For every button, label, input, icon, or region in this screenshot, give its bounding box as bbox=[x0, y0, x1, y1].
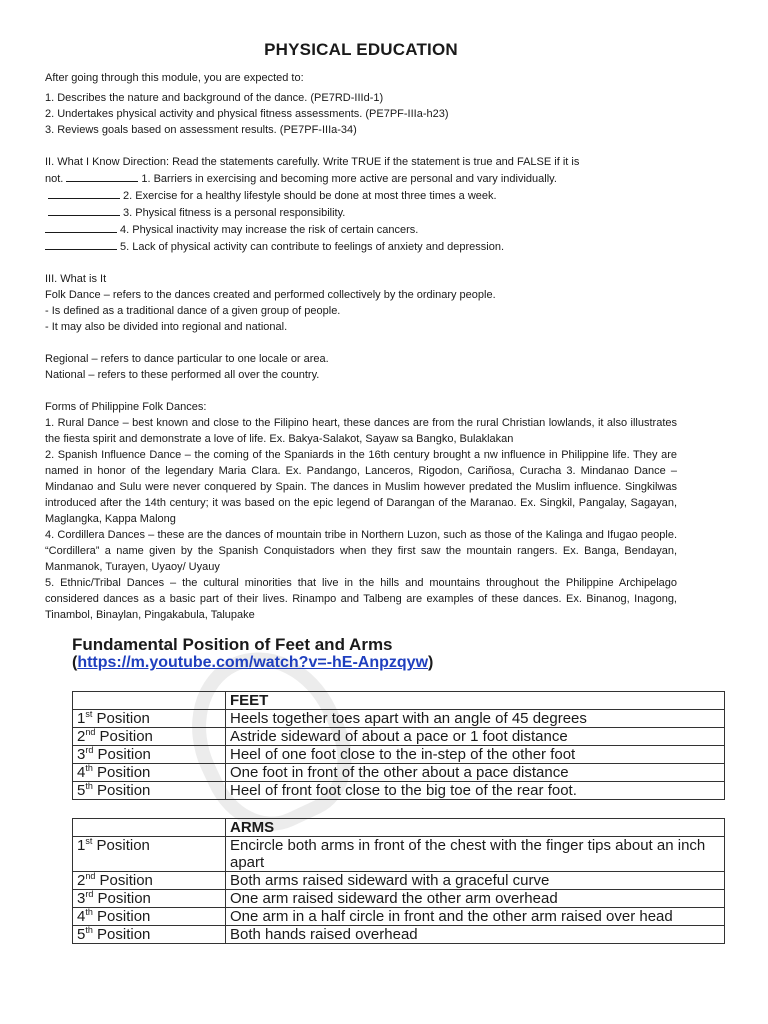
definition-line: - Is defined as a traditional dance of a given group of people. bbox=[45, 305, 341, 317]
answer-blank[interactable] bbox=[48, 187, 120, 199]
position-desc: One arm raised sideward the other arm overhead bbox=[226, 890, 725, 908]
quiz-item: 5. Lack of physical activity can contribute to feelings of anxiety and depression. bbox=[45, 238, 677, 255]
table-row bbox=[73, 890, 725, 908]
regional-definition: Regional – refers to dance particular to one locale or area. bbox=[45, 353, 329, 365]
fundamental-title: Fundamental Position of Feet and Arms bbox=[72, 635, 393, 654]
position-label: 3rd Position bbox=[73, 890, 226, 908]
forms-heading: Forms of Philippine Folk Dances: bbox=[45, 401, 207, 413]
feet-header: FEET bbox=[226, 692, 725, 710]
intro-text: After going through this module, you are expected to: bbox=[45, 72, 304, 84]
position-desc: Both arms raised sideward with a graceful curve bbox=[226, 872, 725, 890]
position-desc: Astride sideward of about a pace or 1 foot distance bbox=[226, 728, 725, 746]
section-heading: III. What is It bbox=[45, 273, 107, 285]
position-desc: Both hands raised overhead bbox=[226, 926, 725, 944]
module-page bbox=[45, 40, 677, 623]
position-label: 4th Position bbox=[73, 764, 226, 782]
table-row bbox=[73, 764, 725, 782]
feet-positions-table bbox=[72, 691, 725, 800]
definition-line: - It may also be divided into regional and national. bbox=[45, 321, 288, 333]
position-desc: Heel of front foot close to the big toe of the rear foot. bbox=[226, 782, 725, 800]
video-link[interactable]: https://m.youtube.com/watch?v=-hE-Anpzqyw bbox=[77, 654, 429, 671]
quiz-item: 4. Physical inactivity may increase the risk of certain cancers. bbox=[45, 221, 677, 238]
table-header-row bbox=[73, 692, 725, 710]
page-title: PHYSICAL EDUCATION bbox=[264, 40, 458, 59]
form-paragraph: 4. Cordillera Dances – these are the dances of mountain tribe in Northern Luzon, such as those of the Kalinga and Ifugao people. “Cordillera” a name given by the Spanish Conquistadors when they first saw the mountain rangers. Ex. Banga, Bendayan, Manmanok, Turayen, Uyaoy/ Uyauy bbox=[45, 529, 677, 573]
national-definition: National – refers to these performed all over the country. bbox=[45, 369, 320, 381]
position-desc: One arm in a half circle in front and the other arm raised over head bbox=[226, 908, 725, 926]
answer-blank[interactable] bbox=[66, 170, 138, 182]
quiz-item: not. 1. Barriers in exercising and becoming more active are personal and vary individually. bbox=[45, 170, 677, 187]
position-label: 3rd Position bbox=[73, 746, 226, 764]
objective-item: 2. Undertakes physical activity and physical fitness assessments. (PE7PF-IIIa-h23) bbox=[45, 108, 449, 120]
arms-positions-table bbox=[72, 818, 725, 944]
table-header-row bbox=[73, 819, 725, 837]
arms-header: ARMS bbox=[226, 819, 725, 837]
form-paragraph: 1. Rural Dance – best known and close to the Filipino heart, these dances are from the rural Christian lowlands, it also illustrates the fiesta spirit and demonstrate a love of life. Ex. Bakya-Salakot, Sayaw sa Bangko, Bulaklakan bbox=[45, 417, 677, 445]
quiz-item: 3. Physical fitness is a personal responsibility. bbox=[45, 204, 677, 221]
form-paragraph: 2. Spanish Influence Dance – the coming of the Spaniards in the 16th century brought a nw influence in Philippine life. They are named in honor of the legendary Maria Clara. Ex. Pandango, Lanceros, Rigodon, Cariñosa, Curacha 3. Mindanao Dance – Mindanao and Sulu were never conquered by Spain. The dances in Muslim however predated the Muslim influence. Singkilwas introduced after the 14th century; it was based on the epic legend of Darangan of the Maranao. Ex. Singkil, Pangalay, Sagayan, Maglangka, Kappa Malong bbox=[45, 449, 677, 525]
table-row bbox=[73, 782, 725, 800]
position-desc: Encircle both arms in front of the chest with the finger tips about an inch apart bbox=[226, 837, 725, 872]
answer-blank[interactable] bbox=[48, 204, 120, 216]
position-desc: Heel of one foot close to the in-step of the other foot bbox=[226, 746, 725, 764]
direction-text: II. What I Know Direction: Read the statements carefully. Write TRUE if the statement is true and FALSE if it is bbox=[45, 156, 580, 168]
position-desc: One foot in front of the other about a pace distance bbox=[226, 764, 725, 782]
position-label: 2nd Position bbox=[73, 872, 226, 890]
definition-line: Folk Dance – refers to the dances created and performed collectively by the ordinary people. bbox=[45, 289, 496, 301]
position-label: 4th Position bbox=[73, 908, 226, 926]
answer-blank[interactable] bbox=[45, 238, 117, 250]
table-row bbox=[73, 908, 725, 926]
table-row bbox=[73, 926, 725, 944]
table-row bbox=[73, 728, 725, 746]
quiz-item: 2. Exercise for a healthy lifestyle should be done at most three times a week. bbox=[45, 187, 677, 204]
objective-item: 3. Reviews goals based on assessment results. (PE7PF-IIIa-34) bbox=[45, 124, 357, 136]
table-row bbox=[73, 837, 725, 872]
position-label: 5th Position bbox=[73, 926, 226, 944]
position-label: 2nd Position bbox=[73, 728, 226, 746]
table-row bbox=[73, 746, 725, 764]
table-row bbox=[73, 872, 725, 890]
position-label: 1st Position bbox=[73, 837, 226, 872]
table-row bbox=[73, 710, 725, 728]
form-paragraph: 5. Ethnic/Tribal Dances – the cultural minorities that live in the hills and mountains throughout the Philippine Archipelago considered dances as a basic part of their lives. Rinampo and Talbeng are examples of these dances. Ex. Binanog, Inagong, Tinambol, Binaylan, Pingakabula, Talupake bbox=[45, 577, 677, 621]
fundamental-heading bbox=[72, 636, 728, 672]
answer-blank[interactable] bbox=[45, 221, 117, 233]
position-label: 5th Position bbox=[73, 782, 226, 800]
position-desc: Heels together toes apart with an angle of 45 degrees bbox=[226, 710, 725, 728]
position-label: 1st Position bbox=[73, 710, 226, 728]
video-link-line: (https://m.youtube.com/watch?v=-hE-Anpzqyw) bbox=[72, 654, 434, 671]
objective-item: 1. Describes the nature and background of the dance. (PE7RD-IIId-1) bbox=[45, 92, 384, 104]
